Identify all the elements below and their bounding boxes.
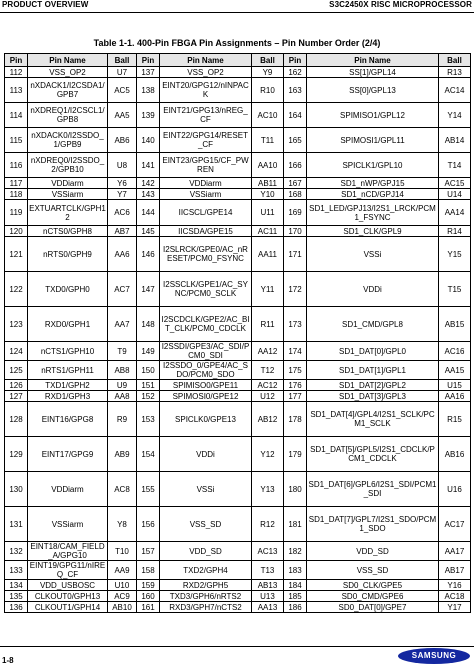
- cell-ball-3: Y16: [439, 580, 471, 591]
- cell-ball-3: U14: [439, 189, 471, 200]
- table-row: [5, 200, 471, 226]
- cell-ball-1: AB6: [108, 128, 137, 153]
- table-caption: Table 1-1. 400-Pin FBGA Pin Assignments – Pin Number Order (2/4): [93, 38, 381, 48]
- cell-pin-name-2: SPICLK0/GPE13: [160, 402, 252, 437]
- cell-ball-2: AA11: [252, 237, 284, 272]
- cell-pin-name-1: TXD0/GPH0: [28, 272, 108, 307]
- cell-pin-name-2: VSSi: [160, 472, 252, 507]
- table-row: [5, 542, 471, 561]
- cell-ball-2: Y11: [252, 272, 284, 307]
- table-row: [5, 67, 471, 78]
- table-header-row: [5, 54, 471, 67]
- column-header-pin-name-2: Pin Name: [160, 54, 252, 67]
- cell-pin-1: 136: [5, 602, 28, 613]
- cell-ball-3: AB14: [439, 128, 471, 153]
- cell-ball-2: AB13: [252, 580, 284, 591]
- cell-ball-1: AA8: [108, 391, 137, 402]
- cell-ball-1: R9: [108, 402, 137, 437]
- cell-pin-2: 139: [137, 103, 160, 128]
- cell-pin-name-1: nXDREQ1/I2CSCL1/GPB8: [28, 103, 108, 128]
- cell-pin-3: 181: [284, 507, 307, 542]
- cell-pin-name-3: SD1_DAT[4]/GPL4/I2S1_SCLK/PCM1_SCLK: [307, 402, 439, 437]
- table-row: [5, 561, 471, 580]
- cell-pin-2: 160: [137, 591, 160, 602]
- cell-pin-name-2: I2SLRCK/GPE0/AC_nRESET/PCM0_FSYNC: [160, 237, 252, 272]
- cell-pin-name-3: SD0_DAT[0]/GPE7: [307, 602, 439, 613]
- cell-pin-name-1: EINT19/GPG11/nIREQ_CF: [28, 561, 108, 580]
- cell-pin-name-2: I2SSDO_0/GPE4/AC_SDO/PCM0_SDO: [160, 361, 252, 380]
- table-row: [5, 128, 471, 153]
- cell-ball-1: Y7: [108, 189, 137, 200]
- cell-pin-2: 158: [137, 561, 160, 580]
- table-row: [5, 591, 471, 602]
- cell-pin-2: 154: [137, 437, 160, 472]
- cell-pin-1: 120: [5, 226, 28, 237]
- cell-pin-name-3: SD1_DAT[2]/GPL2: [307, 380, 439, 391]
- cell-ball-2: R11: [252, 307, 284, 342]
- cell-ball-2: Y10: [252, 189, 284, 200]
- cell-ball-3: T14: [439, 153, 471, 178]
- cell-ball-3: AC15: [439, 178, 471, 189]
- cell-pin-3: 175: [284, 361, 307, 380]
- cell-pin-2: 141: [137, 153, 160, 178]
- cell-pin-3: 180: [284, 472, 307, 507]
- cell-pin-1: 116: [5, 153, 28, 178]
- cell-ball-3: AA14: [439, 200, 471, 226]
- table-row: [5, 307, 471, 342]
- cell-pin-name-3: SD1_DAT[7]/GPL7/I2S1_SDO/PCM1_SDO: [307, 507, 439, 542]
- cell-pin-2: 146: [137, 237, 160, 272]
- cell-pin-name-1: RXD1/GPH3: [28, 391, 108, 402]
- cell-pin-name-2: RXD3/GPH7/nCTS2: [160, 602, 252, 613]
- column-header-pin-name-1: Pin Name: [28, 54, 108, 67]
- cell-ball-1: AC5: [108, 78, 137, 103]
- cell-ball-2: U12: [252, 391, 284, 402]
- table-row: [5, 226, 471, 237]
- cell-ball-3: AC17: [439, 507, 471, 542]
- cell-ball-1: AB7: [108, 226, 137, 237]
- table-row: [5, 103, 471, 128]
- cell-pin-name-1: RXD0/GPH1: [28, 307, 108, 342]
- cell-ball-3: R14: [439, 226, 471, 237]
- cell-ball-1: AA7: [108, 307, 137, 342]
- cell-pin-3: 168: [284, 189, 307, 200]
- cell-pin-1: 124: [5, 342, 28, 361]
- table-row: [5, 472, 471, 507]
- cell-ball-2: AC11: [252, 226, 284, 237]
- column-header-pin-3: Pin: [284, 54, 307, 67]
- cell-pin-3: 172: [284, 272, 307, 307]
- cell-pin-2: 155: [137, 472, 160, 507]
- cell-ball-1: U7: [108, 67, 137, 78]
- cell-ball-3: AA17: [439, 542, 471, 561]
- cell-ball-2: Y9: [252, 67, 284, 78]
- cell-pin-1: 125: [5, 361, 28, 380]
- cell-pin-name-2: IICSDA/GPE15: [160, 226, 252, 237]
- cell-pin-name-2: SPIMISO0/GPE11: [160, 380, 252, 391]
- cell-pin-2: 152: [137, 391, 160, 402]
- cell-pin-name-3: SS[0]/GPL13: [307, 78, 439, 103]
- cell-ball-1: AA9: [108, 561, 137, 580]
- cell-pin-name-1: VDD_USBOSC: [28, 580, 108, 591]
- cell-pin-name-2: EINT20/GPG12/nINPACK: [160, 78, 252, 103]
- cell-pin-name-3: VDD_SD: [307, 542, 439, 561]
- cell-pin-1: 131: [5, 507, 28, 542]
- cell-ball-1: AC9: [108, 591, 137, 602]
- cell-ball-2: T12: [252, 361, 284, 380]
- cell-pin-name-1: nRTS1/GPH11: [28, 361, 108, 380]
- cell-ball-3: AC14: [439, 78, 471, 103]
- cell-ball-3: U16: [439, 472, 471, 507]
- cell-ball-2: AA10: [252, 153, 284, 178]
- cell-ball-1: AC7: [108, 272, 137, 307]
- cell-pin-name-2: TXD3/GPH6/nRTS2: [160, 591, 252, 602]
- cell-ball-2: AA12: [252, 342, 284, 361]
- cell-ball-2: R10: [252, 78, 284, 103]
- cell-pin-3: 177: [284, 391, 307, 402]
- cell-pin-name-3: SD1_nWP/GPJ15: [307, 178, 439, 189]
- cell-ball-1: AC8: [108, 472, 137, 507]
- cell-pin-name-1: nXDREQ0/I2SSDO_2/GPB10: [28, 153, 108, 178]
- cell-pin-name-2: TXD2/GPH4: [160, 561, 252, 580]
- cell-pin-name-1: TXD1/GPH2: [28, 380, 108, 391]
- table-row: [5, 602, 471, 613]
- cell-pin-2: 140: [137, 128, 160, 153]
- cell-pin-2: 142: [137, 178, 160, 189]
- cell-pin-name-2: VSS_OP2: [160, 67, 252, 78]
- cell-pin-name-3: SD1_CMD/GPL8: [307, 307, 439, 342]
- column-header-pin-2: Pin: [137, 54, 160, 67]
- cell-pin-name-3: SPIMOSI1/GPL11: [307, 128, 439, 153]
- table-row: [5, 189, 471, 200]
- cell-pin-3: 186: [284, 602, 307, 613]
- page-number: 1-8: [2, 656, 14, 665]
- cell-ball-2: T13: [252, 561, 284, 580]
- cell-pin-name-3: SS[1]/GPL14: [307, 67, 439, 78]
- cell-ball-2: AC10: [252, 103, 284, 128]
- table-row: [5, 342, 471, 361]
- cell-pin-name-1: VSSiarm: [28, 189, 108, 200]
- cell-ball-2: T11: [252, 128, 284, 153]
- cell-pin-3: 185: [284, 591, 307, 602]
- cell-pin-3: 163: [284, 78, 307, 103]
- cell-pin-name-2: RXD2/GPH5: [160, 580, 252, 591]
- cell-pin-1: 123: [5, 307, 28, 342]
- cell-pin-name-2: I2SCDCLK/GPE2/AC_BIT_CLK/PCM0_CDCLK: [160, 307, 252, 342]
- cell-ball-2: AB12: [252, 402, 284, 437]
- cell-pin-3: 173: [284, 307, 307, 342]
- cell-pin-name-3: SD1_DAT[1]/GPL1: [307, 361, 439, 380]
- cell-pin-name-2: EINT23/GPG15/CF_PWREN: [160, 153, 252, 178]
- cell-pin-3: 176: [284, 380, 307, 391]
- cell-pin-name-2: I2SSDI/GPE3/AC_SDI/PCM0_SDI: [160, 342, 252, 361]
- cell-pin-name-3: SD1_nCD/GPJ14: [307, 189, 439, 200]
- cell-pin-name-1: VDDiarm: [28, 472, 108, 507]
- cell-pin-3: 182: [284, 542, 307, 561]
- column-header-ball-3: Ball: [439, 54, 471, 67]
- cell-pin-name-1: nRTS0/GPH9: [28, 237, 108, 272]
- table-row: [5, 380, 471, 391]
- table-row: [5, 237, 471, 272]
- cell-pin-1: 117: [5, 178, 28, 189]
- cell-pin-name-1: CLKOUT0/GPH13: [28, 591, 108, 602]
- cell-ball-1: U10: [108, 580, 137, 591]
- cell-ball-3: R13: [439, 67, 471, 78]
- cell-ball-1: AC6: [108, 200, 137, 226]
- table-row: [5, 272, 471, 307]
- table-row: [5, 178, 471, 189]
- cell-ball-3: AC18: [439, 591, 471, 602]
- header-right-title: S3C2450X RISC MICROPROCESSOR: [329, 0, 472, 9]
- cell-pin-3: 179: [284, 437, 307, 472]
- column-header-ball-1: Ball: [108, 54, 137, 67]
- cell-pin-name-2: IICSCL/GPE14: [160, 200, 252, 226]
- cell-ball-1: Y6: [108, 178, 137, 189]
- cell-pin-name-3: SD1_DAT[3]/GPL3: [307, 391, 439, 402]
- cell-pin-2: 137: [137, 67, 160, 78]
- cell-pin-name-2: VSS_SD: [160, 507, 252, 542]
- cell-ball-1: AA5: [108, 103, 137, 128]
- cell-pin-3: 169: [284, 200, 307, 226]
- cell-ball-1: AB10: [108, 602, 137, 613]
- cell-pin-name-2: VDD_SD: [160, 542, 252, 561]
- cell-ball-1: U8: [108, 153, 137, 178]
- cell-pin-1: 114: [5, 103, 28, 128]
- cell-pin-3: 171: [284, 237, 307, 272]
- cell-pin-name-1: EINT17/GPG9: [28, 437, 108, 472]
- cell-pin-2: 147: [137, 272, 160, 307]
- cell-pin-1: 133: [5, 561, 28, 580]
- cell-ball-1: T9: [108, 342, 137, 361]
- cell-pin-3: 164: [284, 103, 307, 128]
- cell-pin-name-3: SD0_CMD/GPE6: [307, 591, 439, 602]
- cell-pin-3: 170: [284, 226, 307, 237]
- cell-pin-1: 122: [5, 272, 28, 307]
- cell-pin-name-1: VSS_OP2: [28, 67, 108, 78]
- cell-pin-2: 159: [137, 580, 160, 591]
- cell-pin-name-3: SD1_CLK/GPL9: [307, 226, 439, 237]
- cell-ball-2: Y13: [252, 472, 284, 507]
- column-header-ball-2: Ball: [252, 54, 284, 67]
- cell-pin-name-3: VSSi: [307, 237, 439, 272]
- cell-pin-3: 178: [284, 402, 307, 437]
- page-header: [0, 0, 474, 13]
- cell-pin-name-1: VDDiarm: [28, 178, 108, 189]
- cell-pin-3: 165: [284, 128, 307, 153]
- cell-pin-name-1: nXDACK1/I2CSDA1/GPB7: [28, 78, 108, 103]
- cell-pin-2: 153: [137, 402, 160, 437]
- column-header-pin-name-3: Pin Name: [307, 54, 439, 67]
- cell-pin-2: 150: [137, 361, 160, 380]
- cell-pin-1: 115: [5, 128, 28, 153]
- cell-pin-2: 144: [137, 200, 160, 226]
- table-body: [5, 67, 471, 613]
- cell-pin-2: 161: [137, 602, 160, 613]
- table-row: [5, 391, 471, 402]
- cell-ball-3: R15: [439, 402, 471, 437]
- cell-ball-3: AB17: [439, 561, 471, 580]
- cell-pin-name-1: EINT18/CAM_FIELD_A/GPG10: [28, 542, 108, 561]
- cell-pin-name-1: EXTUARTCLK/GPH12: [28, 200, 108, 226]
- table-row: [5, 507, 471, 542]
- cell-pin-name-3: VSS_SD: [307, 561, 439, 580]
- cell-pin-name-1: nXDACK0/I2SSDO_1/GPB9: [28, 128, 108, 153]
- table-row: [5, 437, 471, 472]
- cell-ball-1: AB9: [108, 437, 137, 472]
- cell-ball-3: Y14: [439, 103, 471, 128]
- cell-ball-3: U15: [439, 380, 471, 391]
- cell-pin-name-3: SD0_CLK/GPE5: [307, 580, 439, 591]
- cell-pin-1: 130: [5, 472, 28, 507]
- cell-ball-3: Y15: [439, 237, 471, 272]
- pin-assignment-table: [4, 53, 471, 613]
- cell-ball-1: T10: [108, 542, 137, 561]
- cell-ball-3: T15: [439, 272, 471, 307]
- cell-pin-name-3: SPIMISO1/GPL12: [307, 103, 439, 128]
- header-left-title: PRODUCT OVERVIEW: [2, 0, 89, 9]
- cell-pin-3: 184: [284, 580, 307, 591]
- table-row: [5, 361, 471, 380]
- footer-rule: [0, 646, 474, 647]
- cell-pin-name-2: VSSiarm: [160, 189, 252, 200]
- cell-pin-3: 166: [284, 153, 307, 178]
- cell-pin-1: 113: [5, 78, 28, 103]
- cell-ball-2: Y12: [252, 437, 284, 472]
- cell-pin-name-3: SD1_DAT[6]/GPL6/I2S1_SDI/PCM1_SDI: [307, 472, 439, 507]
- cell-pin-3: 162: [284, 67, 307, 78]
- cell-pin-name-1: EINT16/GPG8: [28, 402, 108, 437]
- cell-pin-name-2: EINT22/GPG14/RESET_CF: [160, 128, 252, 153]
- cell-ball-1: AB8: [108, 361, 137, 380]
- cell-pin-name-1: VSSiarm: [28, 507, 108, 542]
- cell-ball-2: U11: [252, 200, 284, 226]
- cell-pin-2: 148: [137, 307, 160, 342]
- cell-ball-3: Y17: [439, 602, 471, 613]
- cell-pin-1: 126: [5, 380, 28, 391]
- cell-pin-name-3: SD1_DAT[5]/GPL5/I2S1_CDCLK/PCM1_CDCLK: [307, 437, 439, 472]
- cell-pin-2: 138: [137, 78, 160, 103]
- cell-pin-2: 149: [137, 342, 160, 361]
- cell-pin-name-2: EINT21/GPG13/nREG_CF: [160, 103, 252, 128]
- cell-pin-3: 183: [284, 561, 307, 580]
- cell-ball-2: U13: [252, 591, 284, 602]
- cell-pin-name-1: nCTS1/GPH10: [28, 342, 108, 361]
- cell-pin-1: 121: [5, 237, 28, 272]
- cell-ball-1: U9: [108, 380, 137, 391]
- cell-pin-name-2: I2SSCLK/GPE1/AC_SYNC/PCM0_SCLK: [160, 272, 252, 307]
- samsung-logo: SAMSUNG: [398, 648, 470, 664]
- cell-ball-1: AA6: [108, 237, 137, 272]
- cell-pin-1: 135: [5, 591, 28, 602]
- cell-pin-name-1: CLKOUT1/GPH14: [28, 602, 108, 613]
- cell-pin-name-3: VDDi: [307, 272, 439, 307]
- cell-pin-name-2: SPIMOSI0/GPE12: [160, 391, 252, 402]
- cell-ball-2: AA13: [252, 602, 284, 613]
- cell-pin-2: 145: [137, 226, 160, 237]
- table-row: [5, 402, 471, 437]
- cell-pin-1: 132: [5, 542, 28, 561]
- cell-ball-1: Y8: [108, 507, 137, 542]
- cell-pin-1: 128: [5, 402, 28, 437]
- cell-pin-name-2: VDDi: [160, 437, 252, 472]
- cell-pin-2: 143: [137, 189, 160, 200]
- cell-pin-1: 129: [5, 437, 28, 472]
- cell-pin-1: 112: [5, 67, 28, 78]
- cell-ball-3: AA15: [439, 361, 471, 380]
- table-row: [5, 78, 471, 103]
- cell-pin-2: 151: [137, 380, 160, 391]
- column-header-pin-1: Pin: [5, 54, 28, 67]
- cell-pin-1: 119: [5, 200, 28, 226]
- cell-pin-name-2: VDDiarm: [160, 178, 252, 189]
- cell-ball-2: AB11: [252, 178, 284, 189]
- cell-pin-name-1: nCTS0/GPH8: [28, 226, 108, 237]
- cell-pin-2: 156: [137, 507, 160, 542]
- cell-ball-2: AC12: [252, 380, 284, 391]
- cell-ball-2: R12: [252, 507, 284, 542]
- cell-ball-2: AC13: [252, 542, 284, 561]
- cell-ball-3: AB15: [439, 307, 471, 342]
- cell-ball-3: AC16: [439, 342, 471, 361]
- cell-pin-name-3: SD1_DAT[0]/GPL0: [307, 342, 439, 361]
- cell-pin-name-3: SD1_LED/GPJ13/I2S1_LRCK/PCM1_FSYNC: [307, 200, 439, 226]
- cell-pin-1: 127: [5, 391, 28, 402]
- cell-ball-3: AB16: [439, 437, 471, 472]
- cell-ball-3: AA16: [439, 391, 471, 402]
- cell-pin-3: 167: [284, 178, 307, 189]
- cell-pin-2: 157: [137, 542, 160, 561]
- table-row: [5, 153, 471, 178]
- table-row: [5, 580, 471, 591]
- cell-pin-name-3: SPICLK1/GPL10: [307, 153, 439, 178]
- cell-pin-1: 134: [5, 580, 28, 591]
- cell-pin-1: 118: [5, 189, 28, 200]
- cell-pin-3: 174: [284, 342, 307, 361]
